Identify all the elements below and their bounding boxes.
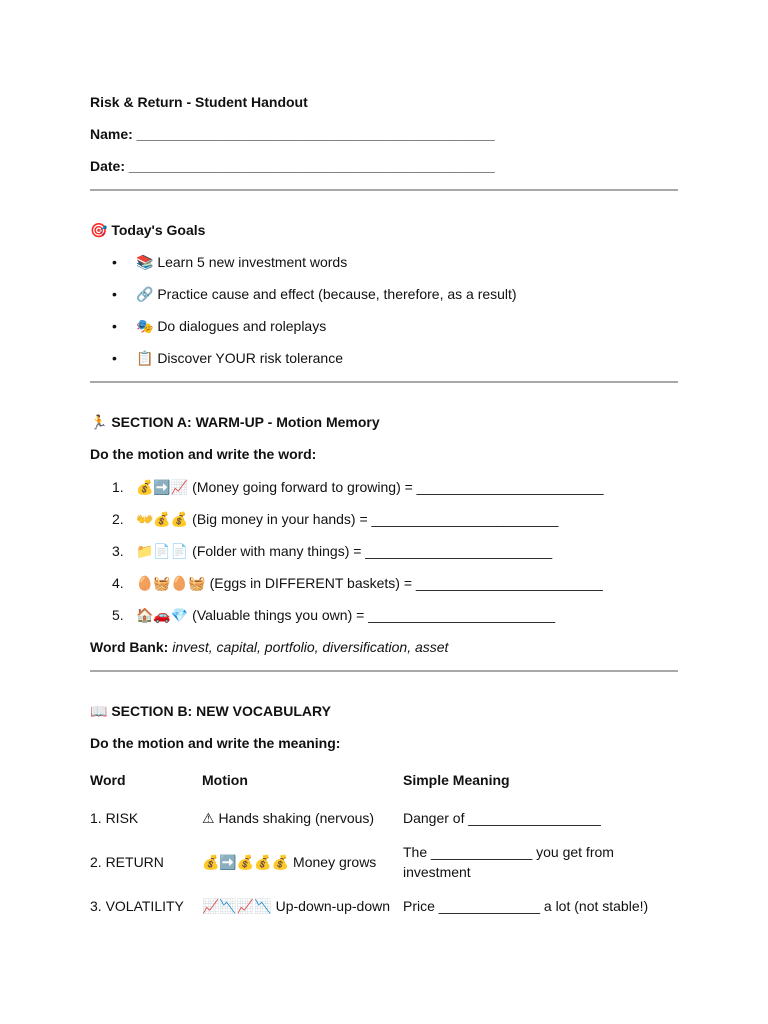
goals-heading: 🎯 Today's Goals xyxy=(90,222,206,238)
bullet-icon: • xyxy=(112,286,117,302)
column-header-meaning: Simple Meaning xyxy=(403,772,510,788)
table-row xyxy=(90,836,678,888)
item-number: 3. xyxy=(112,543,124,559)
handout-title: Risk & Return - Student Handout xyxy=(90,94,308,110)
table-row xyxy=(90,888,678,924)
table-row xyxy=(90,800,678,836)
list-item[interactable] xyxy=(90,573,678,605)
section-a-instruction: Do the motion and write the word: xyxy=(90,446,317,462)
section-b-instruction: Do the motion and write the meaning: xyxy=(90,735,341,751)
bullet-icon: • xyxy=(112,254,117,270)
list-item xyxy=(90,252,678,284)
vocab-motion: ⚠ Hands shaking (nervous) xyxy=(202,810,375,826)
item-number: 4. xyxy=(112,575,124,591)
column-header-motion: Motion xyxy=(202,772,248,788)
vocab-motion: 💰➡️💰💰💰 Money grows xyxy=(202,854,377,870)
vocab-word: 2. RETURN xyxy=(90,854,164,870)
column-header-word: Word xyxy=(90,772,126,788)
vocab-meaning[interactable]: Danger of _________________ xyxy=(403,810,601,826)
item-text: 👐💰💰 (Big money in your hands) = ________________________ xyxy=(136,511,559,527)
divider xyxy=(90,189,678,191)
list-item xyxy=(90,316,678,348)
list-item[interactable] xyxy=(90,541,678,573)
word-bank-words: invest, capital, portfolio, diversification, asset xyxy=(172,639,449,655)
bullet-icon: • xyxy=(112,318,117,334)
item-text: 💰➡️📈 (Money going forward to growing) = ________________________ xyxy=(136,479,604,495)
vocabulary-table xyxy=(90,760,678,924)
table-header-row xyxy=(90,760,678,800)
goal-text: 📚 Learn 5 new investment words xyxy=(136,254,348,270)
list-item[interactable] xyxy=(90,509,678,541)
section-b-heading: 📖 SECTION B: NEW VOCABULARY xyxy=(90,703,331,719)
vocab-motion: 📈📉📈📉 Up-down-up-down xyxy=(202,898,391,914)
word-bank-label: Word Bank: xyxy=(90,639,169,655)
divider xyxy=(90,670,678,672)
item-number: 2. xyxy=(112,511,124,527)
date-field[interactable]: Date: _______________________________________________ xyxy=(90,158,495,174)
word-bank xyxy=(90,637,448,669)
vocab-word: 3. VOLATILITY xyxy=(90,898,184,914)
warm-up-list xyxy=(90,477,678,637)
list-item xyxy=(90,348,678,380)
item-text: 🏠🚗💎 (Valuable things you own) = ________________________ xyxy=(136,607,556,623)
list-item[interactable] xyxy=(90,605,678,637)
goals-list xyxy=(90,252,678,380)
divider xyxy=(90,381,678,383)
goal-text: 🔗 Practice cause and effect (because, therefore, as a result) xyxy=(136,286,517,302)
vocab-meaning[interactable]: The _____________ you get from investment xyxy=(403,844,614,880)
bullet-icon: • xyxy=(112,350,117,366)
vocab-meaning[interactable]: Price _____________ a lot (not stable!) xyxy=(403,898,649,914)
item-text: 📁📄📄 (Folder with many things) = ________________________ xyxy=(136,543,553,559)
item-number: 5. xyxy=(112,607,124,623)
vocab-word: 1. RISK xyxy=(90,810,139,826)
name-field[interactable]: Name: ______________________________________________ xyxy=(90,126,495,142)
item-number: 1. xyxy=(112,479,124,495)
goal-text: 📋 Discover YOUR risk tolerance xyxy=(136,350,344,366)
goal-text: 🎭 Do dialogues and roleplays xyxy=(136,318,327,334)
item-text: 🥚🧺🥚🧺 (Eggs in DIFFERENT baskets) = ________________________ xyxy=(136,575,603,591)
section-a-heading: 🏃 SECTION A: WARM-UP - Motion Memory xyxy=(90,414,380,430)
list-item xyxy=(90,284,678,316)
list-item[interactable] xyxy=(90,477,678,509)
